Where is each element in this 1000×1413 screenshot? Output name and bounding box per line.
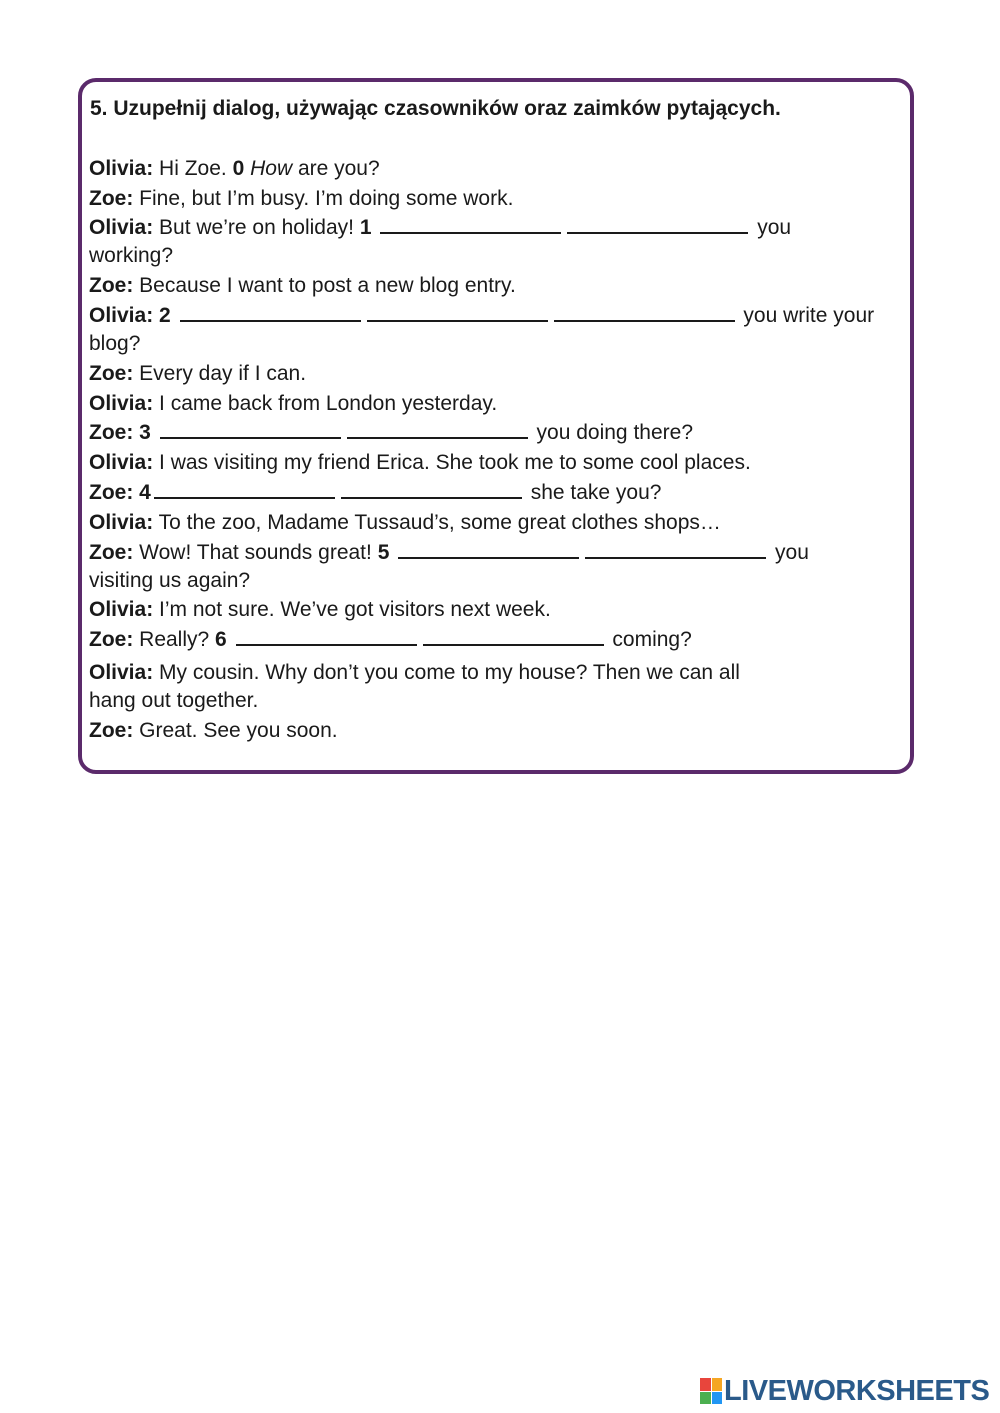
line-text: Great. See you soon. (133, 719, 338, 742)
speaker-label: Olivia: (89, 392, 154, 415)
liveworksheets-logo (700, 1374, 989, 1408)
speaker-label: Olivia: (89, 661, 154, 684)
line-text: Really? (133, 628, 216, 651)
answer-blank[interactable] (367, 302, 548, 322)
answer-blank[interactable] (154, 479, 335, 499)
line-text: I’m not sure. We’ve got visitors next week. (153, 598, 551, 621)
answer-blank[interactable] (180, 302, 361, 322)
line-text: Hi Zoe. (153, 157, 233, 180)
dialog-line-13 (89, 626, 692, 654)
dialog-line-4 (89, 302, 874, 330)
answer-blank[interactable] (236, 626, 417, 646)
speaker-label: Zoe: (89, 541, 134, 564)
logo-square-icon (700, 1378, 711, 1391)
speaker-label: Olivia: (89, 216, 154, 239)
answer-blank[interactable] (423, 626, 604, 646)
line-text: are you? (292, 157, 380, 180)
exercise-title: 5. Uzupełnij dialog, używając czasowników oraz zaimków pytających. (90, 97, 781, 120)
line-text: Fine, but I’m busy. I’m doing some work. (133, 187, 514, 210)
dialog-line-14-cont: hang out together. (89, 689, 259, 712)
answer-blank[interactable] (398, 539, 579, 559)
dialog-line-9 (89, 479, 661, 507)
logo-text: LIVEWORKSHEETS (724, 1374, 990, 1407)
answer-blank[interactable] (585, 539, 766, 559)
line-text: I was visiting my friend Erica. She took me to some cool places. (153, 451, 751, 474)
answer-blank[interactable] (567, 214, 748, 234)
dialog-line-2 (89, 214, 791, 242)
line-text: My cousin. Why don’t you come to my house? Then we can all (153, 661, 740, 684)
dialog-line-0 (89, 155, 380, 183)
answer-blank[interactable] (347, 419, 528, 439)
speaker-label: Olivia: (89, 451, 154, 474)
speaker-label: Olivia: (89, 157, 154, 180)
dialog-line-2-cont: working? (89, 244, 174, 267)
answer-blank[interactable] (554, 302, 735, 322)
line-text: she take you? (524, 481, 662, 504)
logo-square-icon (700, 1392, 711, 1405)
speaker-label: Zoe: (89, 187, 134, 210)
dialog-line-1 (89, 185, 513, 213)
dialog-line-8 (89, 449, 751, 477)
line-text: To the zoo, Madame Tussaud’s, some great clothes shops… (153, 511, 721, 534)
line-text: Wow! That sounds great! (133, 541, 378, 564)
speaker-label: Zoe: (89, 421, 134, 444)
question-number: 4 (139, 481, 151, 504)
question-number: 5 (377, 541, 390, 564)
answer-blank[interactable] (341, 479, 522, 499)
example-answer: How (250, 157, 293, 180)
line-text: Because I want to post a new blog entry. (133, 274, 516, 297)
line-text: I came back from London yesterday. (153, 392, 498, 415)
answer-blank[interactable] (160, 419, 341, 439)
logo-square-icon (712, 1392, 723, 1405)
line-text: you (751, 216, 792, 239)
speaker-label: Zoe: (89, 362, 134, 385)
dialog-line-11-cont: visiting us again? (89, 569, 251, 592)
dialog-line-7 (89, 419, 693, 447)
dialog-line-15 (89, 717, 338, 745)
dialog-line-10 (89, 509, 721, 537)
logo-badge-icon (700, 1378, 722, 1404)
speaker-label: Zoe: (89, 481, 134, 504)
speaker-label: Olivia: (89, 304, 154, 327)
dialog-line-12 (89, 596, 551, 624)
question-number: 0 (232, 157, 245, 180)
dialog-line-5 (89, 360, 306, 388)
logo-square-icon (712, 1378, 723, 1391)
question-number: 2 (159, 304, 171, 327)
dialog-line-14 (89, 659, 740, 687)
line-text: you doing there? (530, 421, 693, 444)
dialog-line-3 (89, 272, 516, 300)
answer-blank[interactable] (380, 214, 561, 234)
speaker-label: Zoe: (89, 628, 134, 651)
line-text: But we’re on holiday! (153, 216, 360, 239)
speaker-label: Olivia: (89, 511, 154, 534)
question-number: 3 (139, 421, 151, 444)
question-number: 6 (215, 628, 227, 651)
line-text: you write your (737, 304, 875, 327)
speaker-label: Zoe: (89, 719, 134, 742)
question-number: 1 (359, 216, 372, 239)
dialog-line-11 (89, 539, 809, 567)
line-text: Every day if I can. (133, 362, 307, 385)
dialog-line-6 (89, 390, 497, 418)
speaker-label: Zoe: (89, 274, 134, 297)
line-text: coming? (606, 628, 692, 651)
speaker-label: Olivia: (89, 598, 154, 621)
line-text: you (769, 541, 809, 564)
dialog-line-4-cont: blog? (89, 332, 141, 355)
